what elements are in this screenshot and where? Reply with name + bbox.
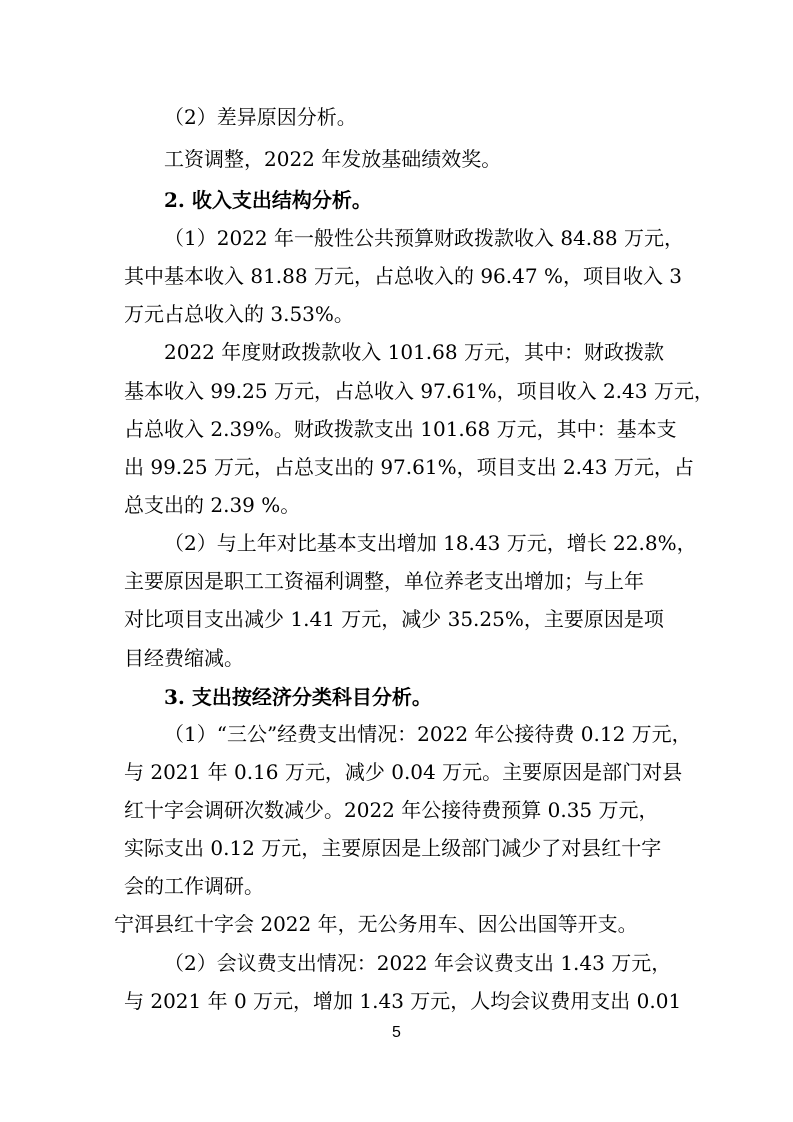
paragraph-line: 宁洱县红十字会 2022 年，无公务用车、因公出国等开支。 [114,912,638,936]
paragraph-line: 目经费缩减。 [124,646,244,670]
paragraph-line: 会的工作调研。 [124,874,264,898]
paragraph-line: （1）“三公”经费支出情况：2022 年公接待费 0.12 万元， [164,722,692,746]
paragraph-line: 出 99.25 万元，占总支出的 97.61%，项目支出 2.43 万元，占 [124,455,694,479]
paragraph-line: 工资调整，2022 年发放基础绩效奖。 [164,147,502,171]
paragraph-line: 对比项目支出减少 1.41 万元，减少 35.25%，主要原因是项 [124,607,664,631]
paragraph-line: （1）2022 年一般性公共预算财政拨款收入 84.88 万元， [164,226,684,250]
paragraph-line: 万元占总收入的 3.53%。 [124,302,354,326]
paragraph-line: 2022 年度财政拨款收入 101.68 万元，其中：财政拨款 [164,340,664,364]
section-heading: 2. 收入支出结构分析。 [164,188,372,212]
paragraph-line: 占总收入 2.39%。财政拨款支出 101.68 万元，其中：基本支 [124,417,677,441]
section-heading: 3. 支出按经济分类科目分析。 [164,685,432,709]
paragraph-line: （2）会议费支出情况：2022 年会议费支出 1.43 万元， [164,951,672,975]
paragraph-line: 实际支出 0.12 万元，主要原因是上级部门减少了对县红十字 [124,836,662,860]
paragraph-line: 总支出的 2.39 %。 [124,493,301,517]
page-number: 5 [392,1024,401,1041]
paragraph-line: 主要原因是职工工资福利调整，单位养老支出增加；与上年 [124,569,644,593]
paragraph-line: 与 2021 年 0.16 万元，减少 0.04 万元。主要原因是部门对县 [124,760,683,784]
paragraph-line: 其中基本收入 81.88 万元，占总收入的 96.47 %，项目收入 3 [124,264,683,288]
paragraph-line: （2）差异原因分析。 [164,105,357,129]
paragraph-line: 基本收入 99.25 万元，占总收入 97.61%，项目收入 2.43 万元， [124,379,714,403]
paragraph-line: （2）与上年对比基本支出增加 18.43 万元，增长 22.8%， [164,531,697,555]
paragraph-line: 红十字会调研次数减少。2022 年公接待费预算 0.35 万元， [124,798,659,822]
paragraph-line: 与 2021 年 0 万元，增加 1.43 万元，人均会议费用支出 0.01 [124,989,682,1013]
